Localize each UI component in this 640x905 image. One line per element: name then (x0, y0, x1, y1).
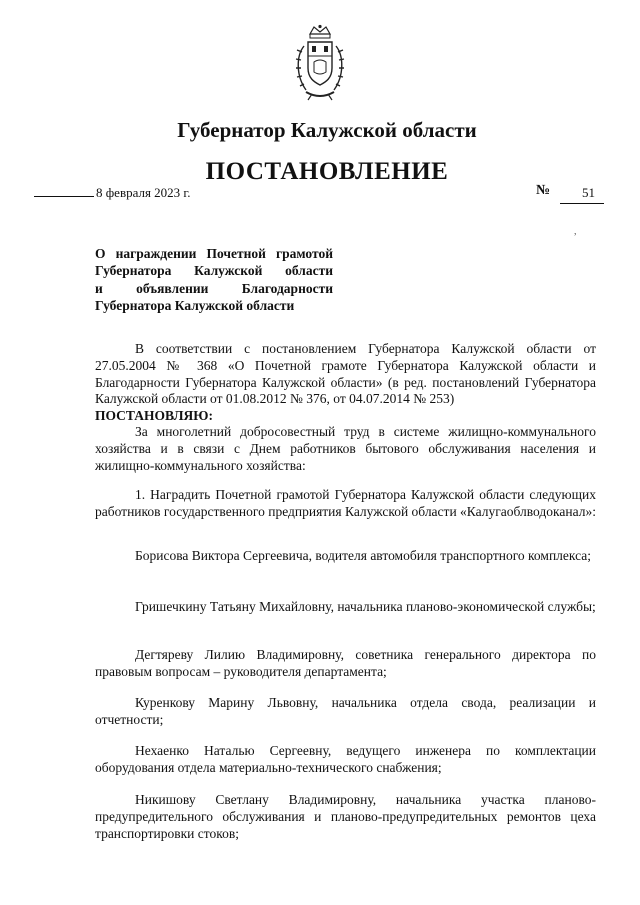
stray-mark: , (574, 226, 577, 237)
document-type-heading: ПОСТАНОВЛЕНИЕ (205, 158, 449, 185)
issuer-title: Губернатор Калужской области (177, 118, 477, 142)
subject-line: О награждении Почетной грамотой (95, 246, 333, 261)
subject-line: и объявлении Благодарности (95, 280, 333, 296)
awardee-text: Никишову Светлану Владимировну, начальника участка планово-предупредительного обслуживания и планово-предупредительных ремонтов цеха транспортировки стоков; (95, 792, 596, 841)
document-subject (95, 245, 333, 314)
subject-line: Губернатора Калужской области (95, 297, 295, 313)
subject-line: Губернатора Калужской области (95, 263, 333, 279)
item-1-text: 1. Наградить Почетной грамотой Губернатора Калужской области следующих работников государственного предприятия Калужской области «Калугаоблводоканал»: (95, 487, 596, 519)
awardee-text: Гришечкину Татьяну Михайловну, начальника планово-экономической службы; (135, 599, 596, 614)
date-underline (34, 196, 94, 197)
preamble-paragraph (95, 341, 596, 408)
list-item (95, 743, 596, 777)
reason-paragraph (95, 424, 596, 474)
list-item (95, 647, 596, 681)
list-item (95, 792, 596, 842)
awardee-text: Дегтяреву Лилию Владимировну, советника генерального директора по правовым вопросам – руководителя департамента; (95, 647, 596, 679)
coat-of-arms-icon (290, 24, 350, 102)
list-item (95, 695, 596, 729)
document-date-line (34, 185, 191, 201)
number-label: № (536, 183, 551, 198)
reason-text: За многолетний добросовестный труд в системе жилищно-коммунального хозяйства и в связи с Днем работников бытового обслуживания населения и жилищно-коммунального хозяйства: (95, 424, 596, 473)
preamble-text: В соответствии с постановлением Губернатора Калужской области от 27.05.2004 № 368 «О Почетной грамоте Губернатора Калужской области и Благодарности Губернатора Калужской области» (в ред. постановлений Губернатора Калужской области от 01.08.2012 № 376, от 04.07.2014 № 253) (95, 341, 596, 407)
awardee-text: Борисова Виктора Сергеевича, водителя автомобиля транспортного комплекса; (135, 548, 592, 563)
number-underline (560, 203, 604, 204)
document-date: 8 февраля 2023 г. (96, 185, 191, 200)
document-number: 51 (582, 185, 595, 200)
decree-word: ПОСТАНОВЛЯЮ: (95, 408, 213, 423)
list-item (95, 548, 596, 565)
awardee-text: Нехаенко Наталью Сергеевну, ведущего инженера по комплектации оборудования отдела материально-технического снабжения; (95, 743, 596, 775)
awardee-text: Куренкову Марину Львовну, начальника отдела свода, реализации и отчетности; (95, 695, 596, 727)
item-1-paragraph (95, 487, 596, 521)
list-item (95, 599, 596, 616)
